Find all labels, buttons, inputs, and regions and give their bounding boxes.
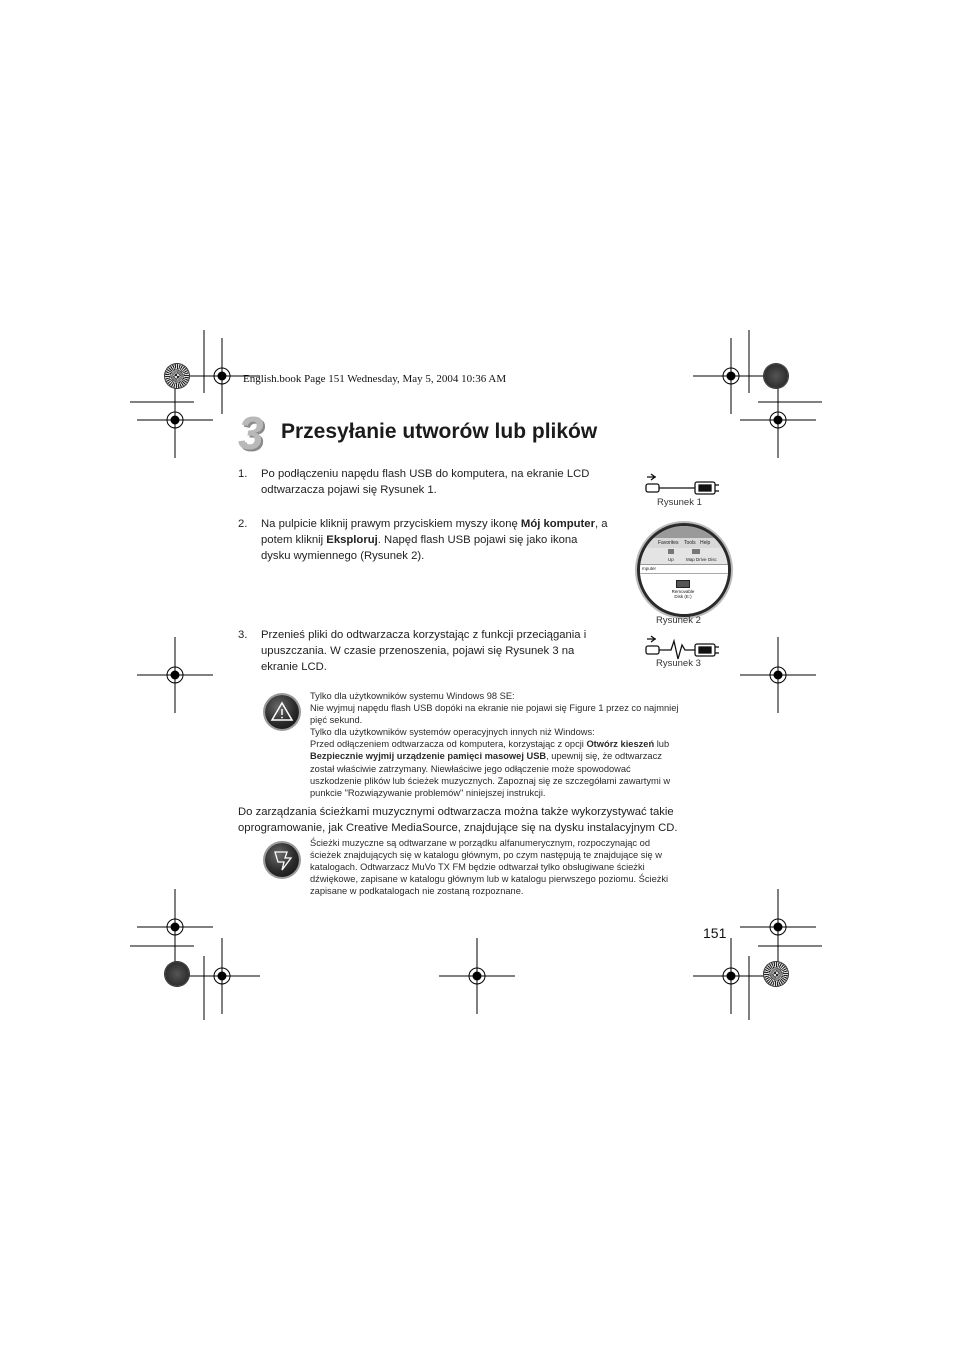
step-line: dysku wymiennego (Rysunek 2). xyxy=(261,550,425,562)
note-line xyxy=(310,738,730,750)
note-text: , upewnij się, że odtwarzacz xyxy=(546,751,662,762)
paragraph-line: Do zarządzania ścieżkami muzycznymi odtwarzacza można także wykorzystywać takie xyxy=(238,806,674,818)
warning-icon xyxy=(265,695,299,729)
registration-wheel-top-right xyxy=(764,364,788,388)
note-line: zapisane w podkatalogach nie zostaną rozpoznane. xyxy=(310,886,524,897)
my-computer-label: Mój komputer xyxy=(520,518,595,530)
note-line: ścieżek znajdujących się w katalogu głównym, po czym następują te znajdujące się w xyxy=(310,850,662,861)
registration-wheel-bottom-right xyxy=(764,962,788,986)
note-line xyxy=(310,750,730,762)
menu-favorites: Favorites xyxy=(658,540,679,546)
note-line: Tylko dla użytkowników systemu Windows 98 SE: xyxy=(310,691,515,701)
note-line: uszkodzenie plików lub ścieżek muzycznych. Zapoznaj się ze szczegółami zawartymi w xyxy=(310,775,671,786)
figure-1-caption: Rysunek 1 xyxy=(657,497,702,508)
warning-note xyxy=(310,690,730,799)
note-line: został właściwie zatrzymany. Niewłaściwe jego odłączenie może spowodować xyxy=(310,763,631,774)
address-text: mputer xyxy=(642,566,657,571)
note-text: Przed odłączeniem odtwarzacza od komputera, korzystając z opcji xyxy=(310,739,587,750)
window-titlebar xyxy=(640,526,728,538)
note-text: lub xyxy=(654,739,670,750)
safe-remove-label: Bezpiecznie wyjmij urządzenie pamięci masowej USB xyxy=(310,751,547,762)
note-line: Nie wyjmuj napędu flash USB dopóki na ekranie nie pojawi się Figure 1 przez co najmniej xyxy=(310,703,679,714)
menu-help: Help xyxy=(700,540,711,546)
map-drive-icon xyxy=(692,549,700,554)
explorer-content xyxy=(640,574,728,614)
toolbar-disc: Disc xyxy=(708,557,717,562)
usb-connected-figure xyxy=(643,471,723,497)
page-number: 151 xyxy=(703,925,727,941)
note-line: dźwiękowe, zapisane w katalogu głównym lub w katalogu pierwszego poziomu. Ścieżki xyxy=(310,874,669,885)
drive-label-line: Disk (E:) xyxy=(674,594,692,599)
chapter-title: Przesyłanie utworów lub plików xyxy=(281,420,598,443)
tip-note xyxy=(310,837,730,897)
removable-disk-icon xyxy=(676,580,690,588)
menu-tools: Tools xyxy=(684,540,696,546)
book-header: English.book Page 151 Wednesday, May 5, 2004 10:36 AM xyxy=(243,373,507,385)
step-number: 3. xyxy=(238,629,248,641)
note-line: Tylko dla użytkowników systemów operacyjnych innych niż Windows: xyxy=(310,727,595,738)
step-text: Na pulpicie kliknij prawym przyciskiem myszy ikonę xyxy=(261,518,521,530)
step-text: . Napęd flash USB pojawi się jako ikona xyxy=(377,534,578,546)
chapter-number: 3 xyxy=(238,407,264,459)
menu-bar xyxy=(640,538,728,548)
step-line: ekranie LCD. xyxy=(261,661,327,673)
step-number: 2. xyxy=(238,518,248,530)
paragraph-line: oprogramowanie, jak Creative MediaSource, znajdujące się na dysku instalacyjnym CD. xyxy=(238,821,678,834)
step-line xyxy=(261,532,631,548)
step-text: potem kliknij xyxy=(261,534,327,546)
tip-icon xyxy=(265,843,299,877)
toolbar-map-drive: Map Drive xyxy=(686,557,707,562)
figure-3-caption: Rysunek 3 xyxy=(656,658,701,669)
explore-label: Eksploruj xyxy=(326,534,378,546)
note-line: punkcie "Rozwiązywanie problemów" niniejszej instrukcji. xyxy=(310,787,546,798)
note-line: pięć sekund. xyxy=(310,715,363,726)
usb-transfer-figure xyxy=(643,633,723,661)
body-paragraph xyxy=(238,805,728,836)
step-text: , a xyxy=(594,518,608,530)
registration-wheel-top-left xyxy=(165,364,189,388)
step-line: odtwarzacza pojawi się Rysunek 1. xyxy=(261,484,437,496)
explorer-screen-figure xyxy=(637,523,731,617)
step-line: Po podłączeniu napędu flash USB do komputera, na ekranie LCD xyxy=(261,468,590,480)
up-icon xyxy=(668,549,674,554)
drive-label-line: Removable xyxy=(671,589,695,594)
address-bar xyxy=(640,565,728,574)
toolbar-up: Up xyxy=(668,557,674,562)
removable-disk-label xyxy=(668,589,698,599)
eject-option-label: Otwórz kieszeń xyxy=(586,739,655,750)
toolbar xyxy=(640,548,728,565)
step-number: 1. xyxy=(238,468,248,480)
note-line: Ścieżki muzyczne są odtwarzane w porządku alfanumerycznym, rozpoczynając od xyxy=(310,838,651,848)
registration-wheel-bottom-left xyxy=(165,962,189,986)
figure-2-caption: Rysunek 2 xyxy=(656,615,701,626)
note-line: katalogach. Odtwarzacz MuVo TX FM będzie odtwarzał tylko obsługiwane ścieżki xyxy=(310,862,645,873)
step-line: Przenieś pliki do odtwarzacza korzystając z funkcji przeciągania i xyxy=(261,629,587,641)
step-line xyxy=(261,516,631,532)
step-line: upuszczania. W czasie przenoszenia, pojawi się Rysunek 3 na xyxy=(261,645,575,657)
